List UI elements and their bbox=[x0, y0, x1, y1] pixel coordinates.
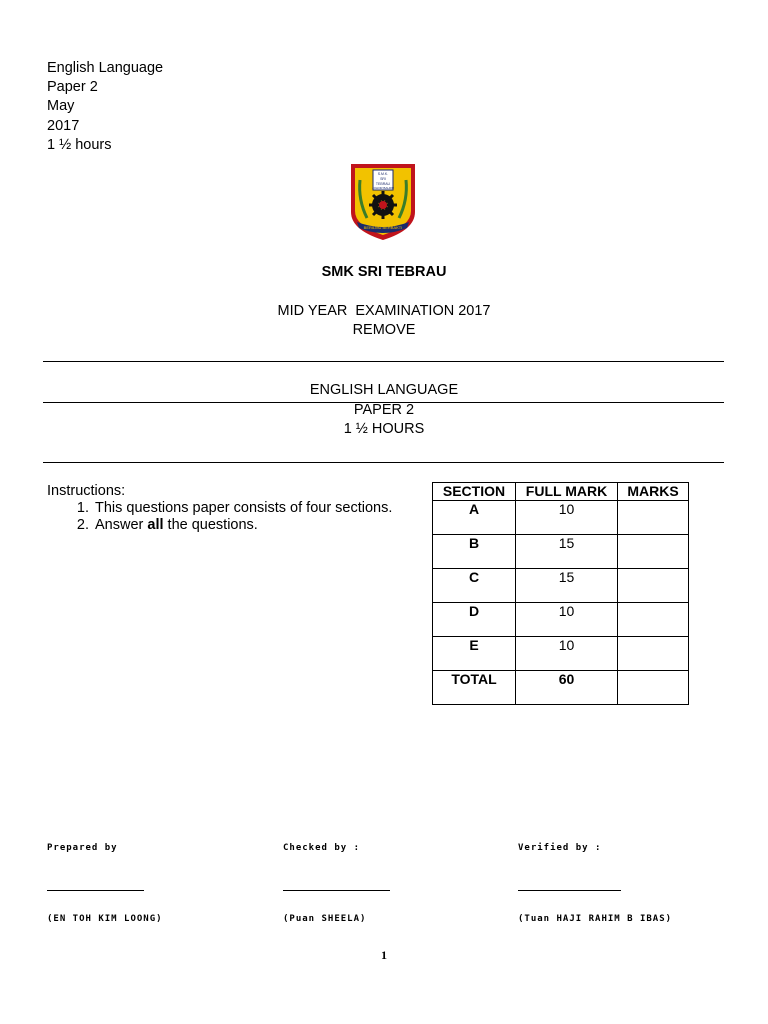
table-row bbox=[433, 603, 689, 637]
full-mark-cell: 15 bbox=[516, 569, 618, 603]
verified-signature-line bbox=[518, 890, 621, 891]
duration-title: 1 ½ HOURS bbox=[343, 421, 425, 437]
paper-title: PAPER 2 bbox=[353, 402, 415, 418]
checked-by-name: (Puan SHEELA) bbox=[283, 914, 367, 924]
marks-cell bbox=[618, 569, 689, 603]
marks-cell bbox=[618, 603, 689, 637]
table-row-total bbox=[433, 671, 689, 705]
header-subject: English Language bbox=[47, 60, 164, 76]
instruction-text-before: Answer bbox=[95, 517, 148, 533]
school-name: SMK SRI TEBRAU bbox=[321, 264, 447, 280]
exam-title: MID YEAR EXAMINATION 2017 bbox=[277, 303, 491, 319]
header-year: 2017 bbox=[47, 118, 80, 134]
table-row bbox=[433, 501, 689, 535]
logo-motto: BERILMU BERBAKTI bbox=[363, 225, 403, 230]
full-mark-cell: 15 bbox=[516, 535, 618, 569]
marks-cell bbox=[618, 501, 689, 535]
table-row bbox=[433, 569, 689, 603]
school-crest-logo bbox=[345, 160, 421, 242]
instructions-block bbox=[47, 483, 392, 534]
section-cell: A bbox=[433, 501, 516, 535]
full-mark-cell: 10 bbox=[516, 603, 618, 637]
svg-text:TEBRAU: TEBRAU bbox=[375, 182, 391, 186]
verified-by-label: Verified by : bbox=[518, 843, 602, 853]
section-cell: D bbox=[433, 603, 516, 637]
table-row bbox=[433, 637, 689, 671]
divider-bottom bbox=[43, 462, 724, 463]
total-full-mark-cell: 60 bbox=[516, 671, 618, 705]
instruction-emphasis: all bbox=[147, 517, 164, 533]
page-number: 1 bbox=[381, 948, 387, 962]
full-mark-cell: 10 bbox=[516, 637, 618, 671]
svg-text:JOHOR BAHRU: JOHOR BAHRU bbox=[372, 186, 394, 190]
prepared-signature-line bbox=[47, 890, 144, 891]
header-full-mark: FULL MARK bbox=[516, 483, 618, 501]
checked-signature-line bbox=[283, 890, 390, 891]
section-cell: C bbox=[433, 569, 516, 603]
subject-title: ENGLISH LANGUAGE bbox=[309, 382, 459, 398]
instruction-text: This questions paper consists of four sections. bbox=[95, 500, 393, 516]
header-section: SECTION bbox=[433, 483, 516, 501]
total-marks-cell bbox=[618, 671, 689, 705]
table-header-row bbox=[433, 483, 689, 501]
instruction-item bbox=[93, 517, 392, 534]
prepared-by-name: (EN TOH KIM LOONG) bbox=[47, 914, 163, 924]
marks-table bbox=[432, 482, 689, 705]
svg-text:S.M.K.: S.M.K. bbox=[377, 172, 389, 176]
instructions-list bbox=[47, 500, 392, 534]
instructions-heading: Instructions: bbox=[47, 483, 126, 499]
instruction-item bbox=[93, 500, 392, 517]
exam-subtitle: REMOVE bbox=[352, 322, 416, 338]
prepared-by-label: Prepared by bbox=[47, 843, 118, 853]
marks-cell bbox=[618, 637, 689, 671]
divider-top bbox=[43, 361, 724, 362]
section-cell: B bbox=[433, 535, 516, 569]
section-cell: E bbox=[433, 637, 516, 671]
svg-text:SRI: SRI bbox=[380, 177, 386, 181]
verified-by-name: (Tuan HAJI RAHIM B IBAS) bbox=[518, 914, 673, 924]
header-month: May bbox=[47, 98, 75, 114]
marks-cell bbox=[618, 535, 689, 569]
instruction-text-after: the questions. bbox=[163, 517, 258, 533]
total-label-cell: TOTAL bbox=[433, 671, 516, 705]
checked-by-label: Checked by : bbox=[283, 843, 361, 853]
header-marks: MARKS bbox=[618, 483, 689, 501]
full-mark-cell: 10 bbox=[516, 501, 618, 535]
table-row bbox=[433, 535, 689, 569]
header-duration: 1 ½ hours bbox=[47, 137, 112, 153]
header-paper: Paper 2 bbox=[47, 79, 98, 95]
